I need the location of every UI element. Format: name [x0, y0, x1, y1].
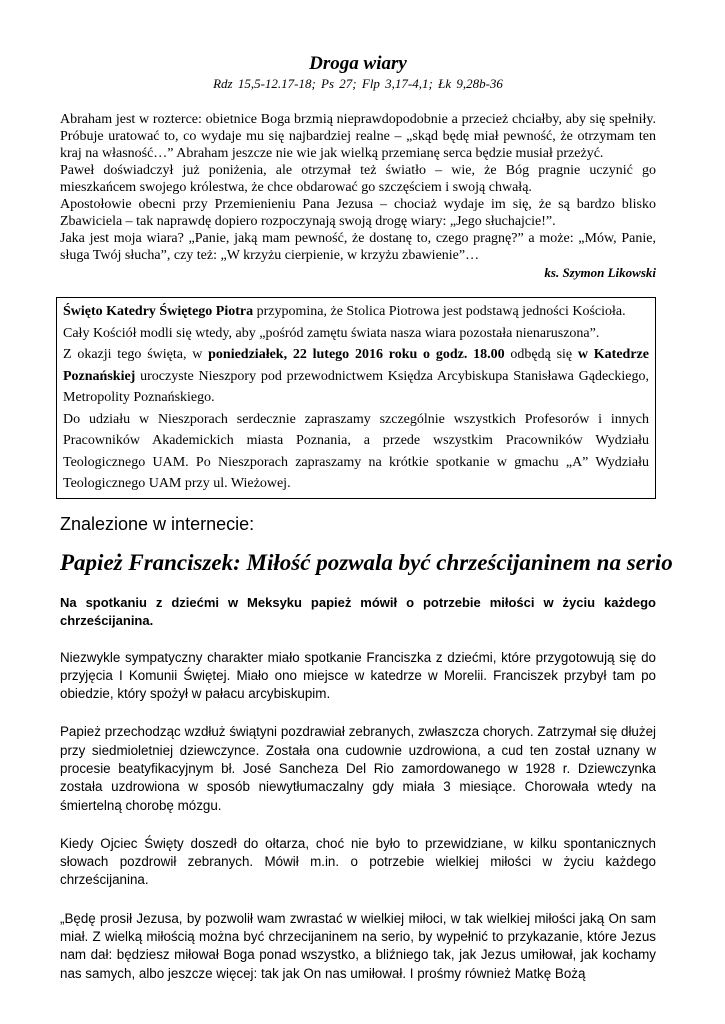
reflection-paragraph: Paweł doświadczył już poniżenia, ale otrzymał też światło – wie, że Bóg pragnie uczynić go mieszkańcem swojego królestwa, że chce obdarować go szczęściem i swoją chwałą.	[60, 163, 656, 195]
page	[60, 52, 673, 983]
reflection-paragraph: Abraham jest w rozterce: obietnice Boga brzmią nieprawdopodobnie a przecież chciałby, aby się spełniły. Próbuje uratować to, co wydaje mu się najbardziej realne – „skąd będę miał pewność, że otrzymam ten kraj na własność…” Abraham jeszcze nie wie jak wielką przemianę serca będzie musiał przeżyć.	[60, 112, 656, 161]
article-paragraph: „Będę prosił Jezusa, by pozwolił wam zwrastać w wielkiej miłoci, w tak wielkiej miłości jaką On sam miał. Z wielką miłością można być chrzecijaninem na serio, by wypełnić to przykazanie, które Jezus nam dał: będziesz miłował Boga ponad wszystko, a bliźniego tak, jak Jezus umiłował, jak kochamy nas samych, albo jeszcze więcej: tak jak On nas umiłował. I prośmy również Matkę Bożą	[60, 910, 656, 981]
feast-name: Święto Katedry Świętego Piotra	[63, 304, 254, 319]
announcement-paragraph: Święto Katedry Świętego Piotra przypomina, że Stolica Piotrowa jest podstawą jedności Kościoła.	[63, 304, 626, 319]
section-label: Znalezione w internecie:	[60, 513, 255, 534]
article-paragraph: Papież przechodząc wzdłuż świątyni pozdrawiał zebranych, zwłaszcza chorych. Zatrzymał się dłużej przy siedmioletniej dziewczynce. Została ona cudownie uzdrowiona, a cud ten został uznany w procesie beatyfikacyjnym bł. José Sancheza Del Rio zamordowanego w 1928 r. Dziewczynka została uzdrowiona w sposób niewytłumaczalny gdy miała 3 miesiące. Chorowała wtedy na śmiertelną chorobę mózgu.	[60, 724, 656, 813]
announcement-paragraph: Do udziału w Nieszporach serdecznie zapraszamy szczególnie wszystkich Profesorów i innych Pracowników Akademickich miasta Poznania, a przede wszystkim Pracowników Wydziału Teologicznego UAM. Po Nieszporach zapraszamy na krótkie spotkanie w gmachu „A” Wydziału Teologicznego UAM przy ul. Wieżowej.	[63, 411, 649, 491]
article-lead: Na spotkaniu z dziećmi w Meksyku papież mówił o potrzebie miłości w życiu każdego chrześcijanina.	[60, 594, 656, 628]
article-paragraph: Kiedy Ojciec Święty doszedł do ołtarza, choć nie było to przewidziane, w kilku spontanicznych słowach pozdrowił zebranych. Mówił m.in. o potrzebie wielkiej miłości w życiu każdego chrześcijanina.	[60, 835, 656, 888]
event-date: poniedziałek, 22 lutego 2016 roku o godz. 18.00	[208, 347, 505, 362]
author-signature: ks. Szymon Likowski	[544, 265, 656, 280]
article-title: Papież Franciszek: Miłość pozwala być chrześcijaninem na serio	[60, 549, 673, 575]
page-title: Droga wiary	[309, 53, 407, 74]
announcement-box	[56, 297, 656, 499]
article-paragraph: Niezwykle sympatyczny charakter miało spotkanie Franciszka z dziećmi, które przygotowują się do przyjęcia I Komunii Świętej. Miało ono miejsce w katedrze w Morelii. Franciszek przybył tam po obiedzie, który spożył w pałacu arcybiskupim.	[60, 649, 656, 702]
reflection-section	[60, 111, 656, 282]
announcement-paragraph: Cały Kościół modli się wtedy, aby „pośród zamętu świata nasza wiara pozostała nienaruszona”.	[63, 325, 600, 341]
announcement-paragraph: Z okazji tego święta, w poniedziałek, 22 lutego 2016 roku o godz. 18.00 odbędą się w Katedrze Poznańskiej uroczyste Nieszpory pod przewodnictwem Księdza Arcybiskupa Stanisława Gądeckiego, Metropolity Poznańskiego.	[63, 347, 649, 405]
scripture-references: Rdz 15,5-12.17-18; Ps 27; Flp 3,17-4,1; Łk 9,28b-36	[213, 76, 503, 91]
reflection-paragraph: Apostołowie obecni przy Przemienieniu Pana Jezusa – chociaż wydaje im się, że są bardzo blisko Zbawiciela – tak naprawdę dopiero rozpoczynają swoją drogę wiary: „Jego słuchajcie!”.	[60, 197, 656, 229]
event-place: w Katedrze Poznańskiej	[63, 347, 649, 384]
reflection-paragraph: Jaka jest moja wiara? „Panie, jaką mam pewność, że dostanę to, czego pragnę?” a może: „Mów, Panie, sługa Twój słucha”, czy też: „W krzyżu cierpienie, w krzyżu zbawienie”…	[60, 231, 656, 263]
article-body	[60, 649, 656, 983]
